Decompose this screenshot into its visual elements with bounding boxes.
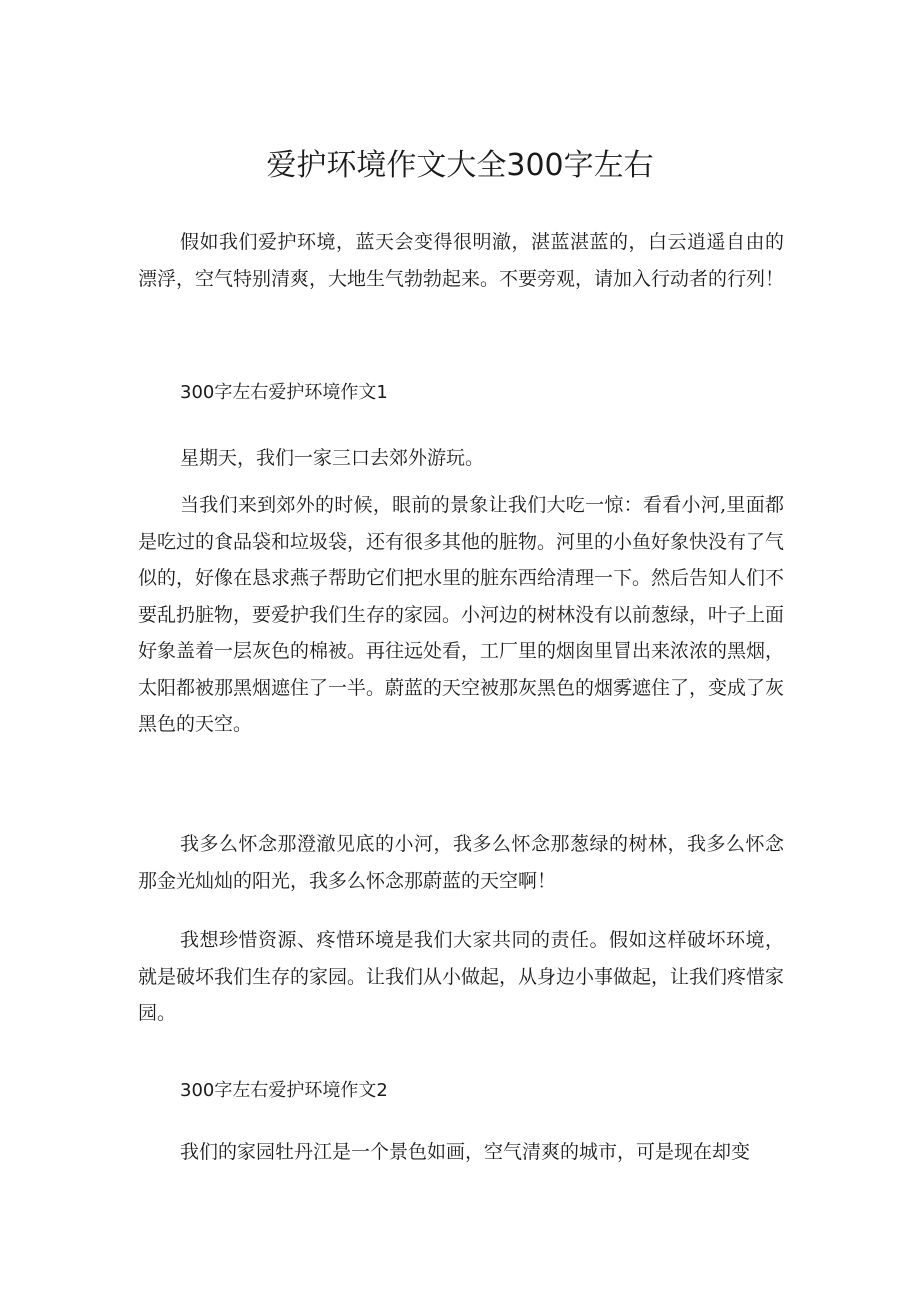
essay1-paragraph-2: 当我们来到郊外的时候，眼前的景象让我们大吃一惊：看看小河,里面都是吃过的食品袋和垃圾袋，还有很多其他的脏物。河里的小鱼好象快没有了气似的，好像在恳求燕子帮助它们把水里的脏东西给清理一下。然后告知人们不要乱扔脏物，要爱护我们生存的家园。小河边的树林没有以前葱绿，叶子上面好象盖着一层灰色的棉被。再往远处看，工厂里的烟囱里冒出来浓浓的黑烟，太阳都被那黑烟遮住了一半。蔚蓝的天空被那灰黑色的烟雾遮住了，变成了灰黑色的天空。 [138, 494, 785, 735]
essay2-heading: 300字左右爱护环境作文2 [180, 1080, 388, 1101]
essay2-paragraph-1: 我们的家园牡丹江是一个景色如画，空气清爽的城市，可是现在却变 [180, 1141, 751, 1163]
intro-paragraph: 假如我们爱护环境，蓝天会变得很明澈，湛蓝湛蓝的，白云逍遥自由的漂浮，空气特别清爽，大地生气勃勃起来。不要旁观，请加入行动者的行列！ [138, 231, 785, 290]
essay1-heading: 300字左右爱护环境作文1 [180, 382, 388, 403]
essay1-paragraph-4: 我想珍惜资源、疼惜环境是我们大家共同的责任。假如这样破坏环境，就是破坏我们生存的家园。让我们从小做起，从身边小事做起，让我们疼惜家园。 [138, 929, 785, 1024]
essay1-paragraph-1: 星期天，我们一家三口去郊外游玩。 [180, 447, 485, 469]
document-title: 爱护环境作文大全300字左右 [266, 148, 654, 183]
essay1-paragraph-3: 我多么怀念那澄澈见底的小河，我多么怀念那葱绿的树林，我多么怀念那金光灿灿的阳光，我多么怀念那蔚蓝的天空啊！ [138, 833, 784, 892]
